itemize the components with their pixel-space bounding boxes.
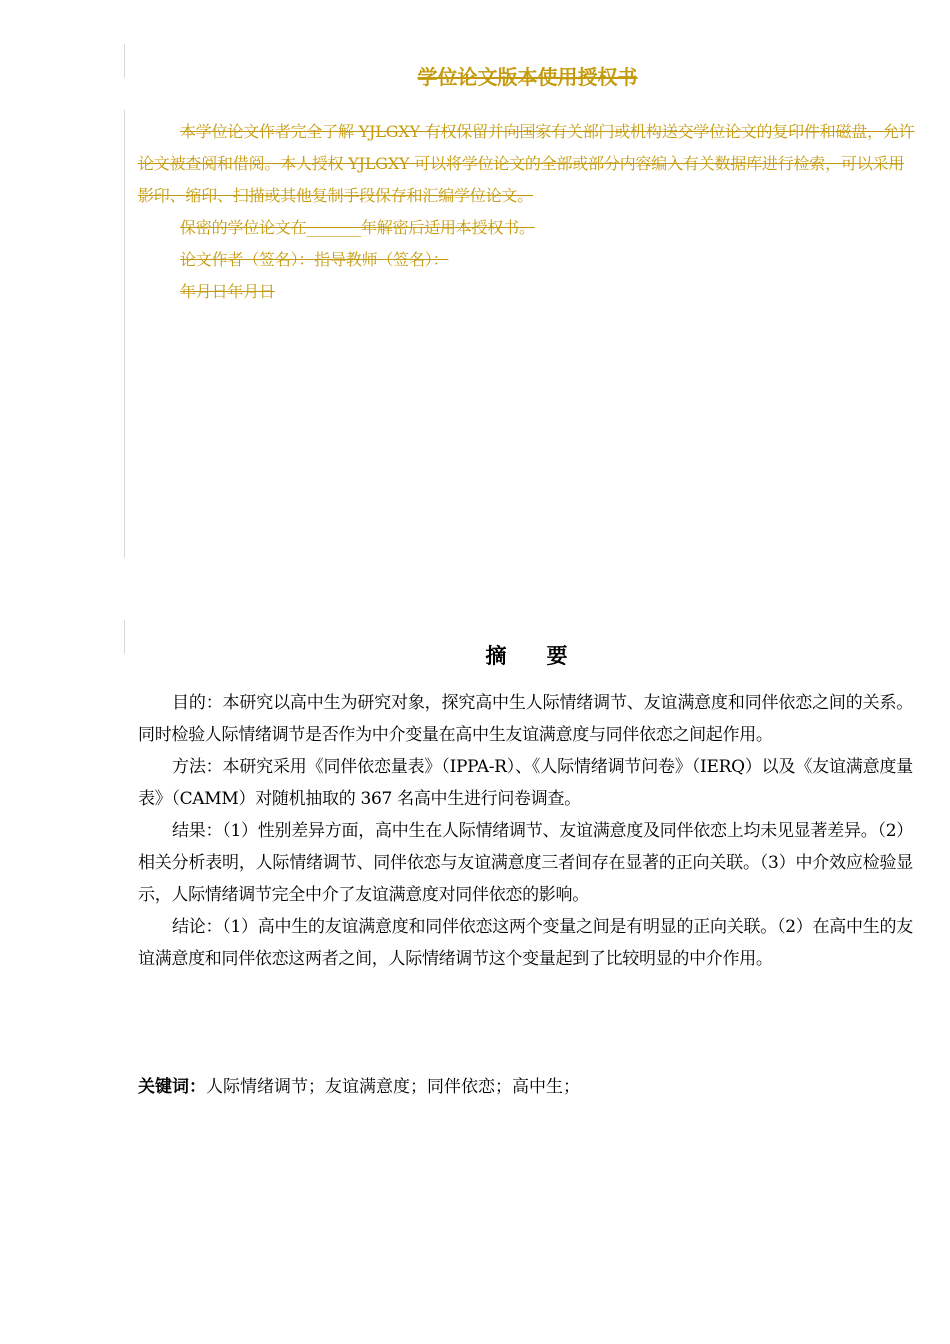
margin-rule-top: [124, 44, 125, 78]
keywords-text: 人际情绪调节；友谊满意度；同伴依恋；高中生；: [206, 1077, 580, 1097]
abstract-purpose: 目的：本研究以高中生为研究对象，探究高中生人际情绪调节、友谊满意度和同伴依恋之间的关系。同时检验人际情绪调节是否作为中介变量在高中生友谊满意度与同伴依恋之间起作用。: [138, 693, 913, 745]
abstract-method: 方法：本研究采用《同伴依恋量表》（IPPA-R）、《人际情绪调节问卷》（IERQ）以及《友谊满意度量表》（CAMM）对随机抽取的 367 名高中生进行问卷调查。: [138, 757, 913, 809]
authorization-body: [138, 116, 915, 308]
margin-rule-bottom: [124, 620, 125, 654]
abstract-results: 结果：（1）性别差异方面，高中生在人际情绪调节、友谊满意度及同伴依恋上均未见显著差异。（2）相关分析表明，人际情绪调节、同伴依恋与友谊满意度三者间存在显著的正向关联。（3）中介效应检验显示，人际情绪调节完全中介了友谊满意度对同伴依恋的影响。: [138, 821, 913, 905]
keywords-label: 关键词：: [138, 1077, 206, 1097]
abstract-conclusion: 结论：（1）高中生的友谊满意度和同伴依恋这两个变量之间是有明显的正向关联。（2）在高中生的友谊满意度和同伴依恋这两者之间，人际情绪调节这个变量起到了比较明显的中介作用。: [138, 917, 913, 969]
authorization-signature-line: 论文作者（签名）：指导教师（签名）：: [180, 250, 449, 269]
authorization-paragraph-1: 本学位论文作者完全了解 YJLGXY 有权保留并向国家有关部门或机构送交学位论文的复印件和磁盘，允许论文被查阅和借阅。本人授权 YJLGXY 可以将学位论文的全部或部分内容编入有关数据库进行检索，可以采用影印、缩印、扫描或其他复制手段保存和汇编学位论文。: [138, 122, 915, 205]
abstract-title: 摘要: [485, 644, 608, 669]
authorization-date-line: 年月日年月日: [180, 282, 275, 301]
abstract-body: [138, 687, 913, 975]
authorization-title: 学位论文版本使用授权书: [417, 65, 638, 90]
keywords-line: [138, 1071, 913, 1103]
authorization-paragraph-2: 保密的学位论文在_______年解密后适用本授权书。: [180, 218, 535, 237]
margin-rule-middle: [124, 110, 125, 558]
